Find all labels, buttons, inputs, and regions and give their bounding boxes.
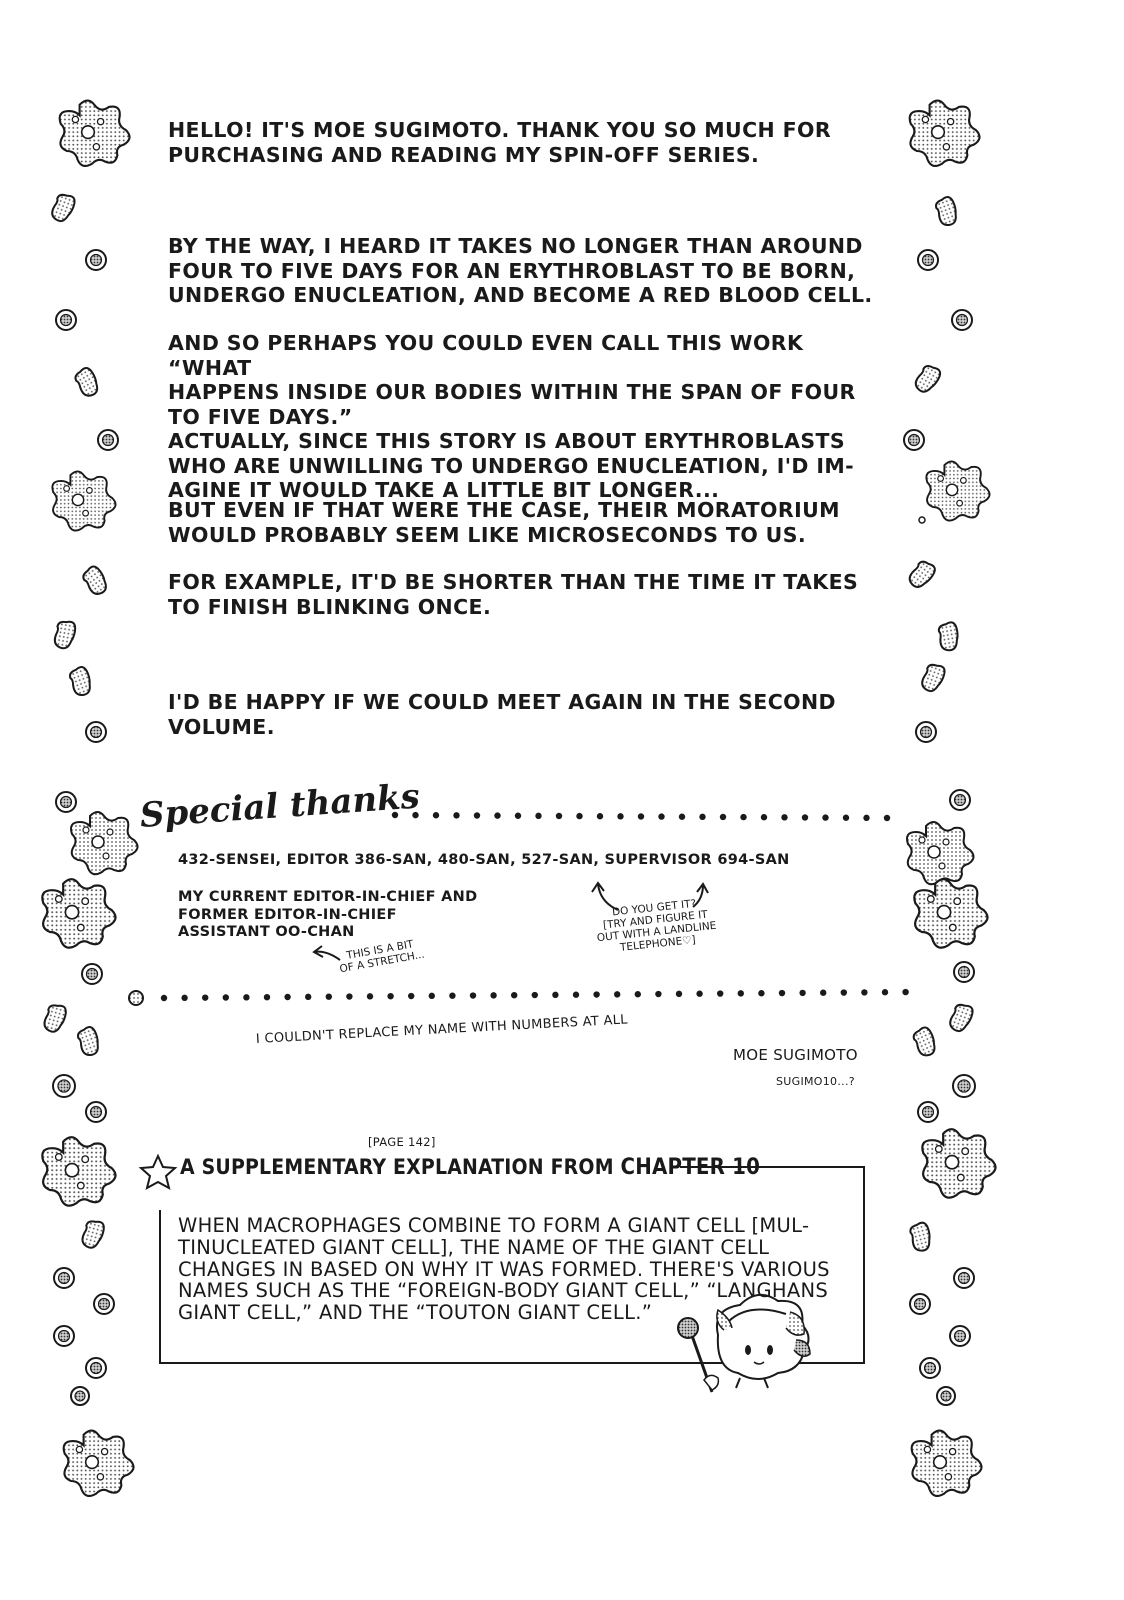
paragraph-four-to-five-days: AND SO PERHAPS YOU COULD EVEN CALL THIS WORK “WHAT HAPPENS INSIDE OUR BODIES WITHIN THE SPAN OF FOUR TO FIVE DAYS.” ACTUALLY, SINCE THIS STORY IS ABOUT ERYTHROBLASTS WHO ARE UNWILLING TO UNDERGO ENUCLEATION, I'D IM- AGINE IT WOULD TAKE A LITTLE BIT LONGER... [168, 331, 856, 502]
bean-cell-icon [81, 1219, 106, 1250]
bean-cell-icon [43, 1003, 68, 1034]
bean-cell-icon [937, 622, 960, 652]
supplement-chapter: CHAPTER 10 [620, 1155, 761, 1180]
bean-cell-icon [934, 195, 961, 227]
macrophage-cell-icon [42, 879, 115, 947]
bean-cell-icon [920, 662, 947, 694]
round-cell-icon [950, 1326, 970, 1346]
round-cell-icon [94, 1294, 114, 1314]
round-cell-icon [904, 430, 924, 450]
macrophage-cell-icon [52, 471, 115, 530]
stretch-note: THIS IS A BIT OF A STRETCH... [338, 938, 426, 976]
round-cell-icon [98, 430, 118, 450]
round-cell-icon [86, 1358, 106, 1378]
bean-cell-icon [80, 564, 111, 597]
macrophage-cell-icon [910, 101, 980, 166]
round-cell-icon [86, 1102, 106, 1122]
round-cell-icon [953, 1075, 975, 1097]
bean-cell-icon [907, 558, 938, 591]
supplement-header [180, 1155, 760, 1180]
star-icon [141, 1156, 175, 1188]
round-cell-icon [53, 1075, 75, 1097]
round-cell-icon [56, 310, 76, 330]
macrophage-cell-icon [914, 879, 987, 947]
replace-name-note: I COULDN'T REPLACE MY NAME WITH NUMBERS AT ALL [255, 1012, 629, 1047]
macrophage-cell-icon [60, 101, 130, 166]
supplement-header-text: A SUPPLEMENTARY EXPLANATION FROM [180, 1155, 614, 1179]
intro-paragraph: HELLO! IT'S MOE SUGIMOTO. THANK YOU SO MUCH FOR PURCHASING AND READING MY SPIN-OFF SERIES. [168, 118, 832, 167]
bean-cell-icon [948, 1002, 975, 1034]
round-cell-icon [918, 250, 938, 270]
author-signature: MOE SUGIMOTO [733, 1046, 858, 1064]
round-cell-icon [954, 962, 974, 982]
bean-cell-icon [54, 620, 77, 650]
round-cell-icon [910, 1294, 930, 1314]
bean-cell-icon [913, 363, 943, 396]
round-cell-icon [86, 250, 106, 270]
bean-cell-icon [50, 192, 77, 224]
thanks-editors: MY CURRENT EDITOR-IN-CHIEF AND FORMER EDITOR-IN-CHIEF ASSISTANT OO-CHAN [178, 889, 478, 940]
round-cell-icon [916, 722, 936, 742]
paragraph-second-volume: I'D BE HAPPY IF WE COULD MEET AGAIN IN THE SECOND VOLUME. [168, 690, 836, 739]
macrophage-cell-icon [64, 1431, 134, 1496]
round-cell-icon [54, 1268, 74, 1288]
round-cell-icon [950, 790, 970, 810]
macrophage-cell-icon [922, 1129, 995, 1197]
page-reference: [PAGE 142] [368, 1135, 436, 1149]
round-cell-icon [82, 964, 102, 984]
macrophage-cell-icon [42, 1137, 115, 1205]
round-cell-icon [954, 1268, 974, 1288]
bean-cell-icon [911, 1026, 939, 1059]
round-cell-icon [952, 310, 972, 330]
special-thanks-title: Special thanks [138, 776, 421, 836]
macrophage-cell-icon [926, 461, 989, 520]
dotted-line-top [392, 812, 890, 821]
macrophage-cell-icon [912, 1431, 982, 1496]
round-cell-icon [71, 1387, 89, 1405]
bean-cell-icon [73, 366, 103, 399]
author-signature-numbers: SUGIMO10...? [776, 1075, 855, 1088]
bean-cell-icon [908, 1221, 933, 1252]
bean-cell-icon [68, 665, 95, 697]
bean-cell-icon [76, 1025, 103, 1057]
macrophage-cell-icon [71, 812, 138, 874]
round-cell-icon [937, 1387, 955, 1405]
phone-note: DO YOU GET IT? [TRY AND FIGURE IT OUT WITH A LANDLINE TELEPHONE♡] [596, 897, 717, 954]
round-cell-icon [54, 1326, 74, 1346]
round-cell-icon [918, 1102, 938, 1122]
paragraph-moratorium: BUT EVEN IF THAT WERE THE CASE, THEIR MORATORIUM WOULD PROBABLY SEEM LIKE MICROSECONDS TO US. [168, 498, 840, 547]
paragraph-blinking: FOR EXAMPLE, IT'D BE SHORTER THAN THE TIME IT TAKES TO FINISH BLINKING ONCE. [168, 570, 859, 619]
paragraph-erythroblast: BY THE WAY, I HEARD IT TAKES NO LONGER THAN AROUND FOUR TO FIVE DAYS FOR AN ERYTHROBLAST TO BE BORN, UNDERGO ENUCLEATION, AND BECOME A RED BLOOD CELL. [168, 234, 873, 307]
thanks-names: 432-SENSEI, EDITOR 386-SAN, 480-SAN, 527-SAN, SUPERVISOR 694-SAN [178, 852, 790, 868]
round-cell-icon [920, 1358, 940, 1378]
macrophage-cell-icon [907, 822, 974, 884]
round-cell-icon [56, 792, 76, 812]
supplement-body: WHEN MACROPHAGES COMBINE TO FORM A GIANT CELL [MUL- TINUCLEATED GIANT CELL], THE NAME OF THE GIANT CELL CHANGES IN BASED ON WHY IT WAS FORMED. THERE'S VARIOUS NAMES SUCH AS THE “FOREIGN-BODY GIANT CELL,” “LANGHANS GIANT CELL,” AND THE “TOUTON GIANT CELL.” [178, 1214, 830, 1325]
dotted-line-bottom [129, 989, 909, 1005]
round-cell-icon [86, 722, 106, 742]
